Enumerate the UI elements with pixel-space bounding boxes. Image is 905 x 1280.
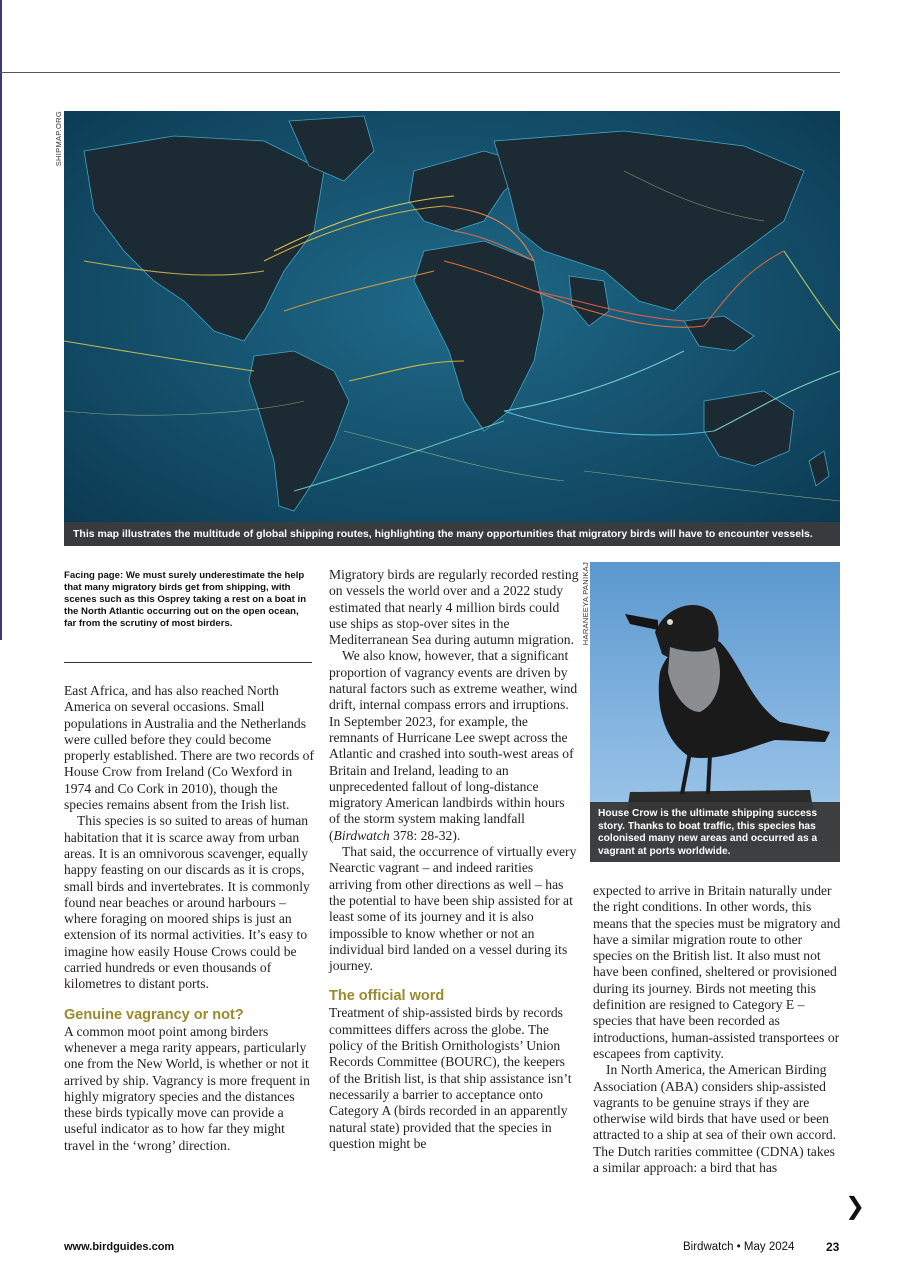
house-crow-photo bbox=[590, 562, 840, 862]
column-3 bbox=[593, 883, 843, 1176]
shipping-routes-map bbox=[64, 111, 840, 546]
photo-credit: HARANEEYA PANIKAJ bbox=[581, 562, 590, 646]
next-page-arrow-icon[interactable]: ❯ bbox=[845, 1192, 866, 1220]
col2-paragraph-4: Treatment of ship-assisted birds by records committees differs across the globe. The policy of the British Ornithologists’ Union Records Committee (BOURC), the keepers of the British list, is that ship assistance isn’t necessarily a barrier to acceptance onto Category A (birds recorded in an apparently natural state) provided that the species in question might be bbox=[329, 1005, 572, 1151]
page-number: 23 bbox=[826, 1240, 840, 1254]
footer-magazine-issue: Birdwatch • May 2024 bbox=[683, 1241, 795, 1253]
map-photo-credit: SHIPMAP.ORG bbox=[54, 111, 63, 167]
map-caption: This map illustrates the multitude of global shipping routes, highlighting the many opportunities that migratory birds will have to encounter vessels. bbox=[64, 522, 840, 546]
column-2 bbox=[329, 567, 579, 1152]
section-heading-official-word: The official word bbox=[329, 988, 445, 1005]
left-margin-rule bbox=[0, 0, 2, 640]
col1-paragraph-2: This species is so suited to areas of human habitation that it is scarce away from urban areas. It is an omnivorous scavenger, equally happy feasting on our discards as it is crops, small birds and invertebrates. It is commonly found near beaches or around harbours – where foraging on moored ships is just an extension of its normal activities. It’s easy to imagine how easily House Crows could be carried hundreds or even thousands of kilometres to distant ports. bbox=[64, 813, 310, 992]
col3-paragraph-2: In North America, the American Birding Association (ABA) considers ship-assisted vagrants to be genuine strays if they are otherwise wild birds that have used or been attracted to a ship at sea of their own accord. The Dutch rarities committee (CDNA) takes a similar approach: a bird that has bbox=[593, 1062, 837, 1176]
caption-divider bbox=[64, 662, 312, 663]
citation-birdwatch: Birdwatch bbox=[333, 827, 390, 843]
photo-caption: House Crow is the ultimate shipping success story. Thanks to boat traffic, this species has colonised many new areas and occurred as a vagrant at ports worldwide. bbox=[590, 802, 840, 862]
column-1 bbox=[64, 683, 314, 1154]
section-heading-genuine-vagrancy: Genuine vagrancy or not? bbox=[64, 1006, 244, 1023]
world-map-graphic bbox=[64, 111, 840, 546]
col2-paragraph-3: That said, the occurrence of virtually every Nearctic vagrant – and indeed rarities arriving from other directions as well – has the potential to have been ship assisted for at least some of its journey and it is also impossible to know whether or not an individual bird landed on a vessel during its journey. bbox=[329, 844, 577, 974]
facing-page-caption: Facing page: We must surely underestimate the help that many migratory birds get from shipping, with scenes such as this Osprey taking a rest on a boat in the North Atlantic occurring out on the open ocean, far from the scrutiny of most birders. bbox=[64, 570, 307, 630]
top-rule bbox=[0, 72, 840, 73]
col3-paragraph-1: expected to arrive in Britain naturally under the right conditions. In other words, this means that the species must be migratory and have a similar migration route to other species on the British list. It also must not have been confined, sheltered or provisioned during its journey. Birds not meeting this definition are resigned to Category E – species that have been recorded as introductions, human-assisted transportees or escapees from captivity. bbox=[593, 883, 841, 1061]
col1-paragraph-1: East Africa, and has also reached North America on several occasions. Small populations in Australia and the Netherlands were culled before they could become properly established. There are two records of House Crow from Ireland (Co Wexford in 1974 and Co Cork in 2010), though the species remains absent from the Irish list. bbox=[64, 683, 315, 813]
col2-paragraph-2: We also know, however, that a significant proportion of vagrancy events are driven by natural factors such as extreme weather, wind drift, internal compass errors and irruptions. In September 2023, for example, the remnants of Hurricane Lee swept across the Atlantic and crashed into south-west areas of Britain and Ireland, leading to an unprecedented fallout of long-distance migratory American landbirds within hours of the storm system making landfall (Birdwatch 378: 28-32). bbox=[329, 648, 578, 843]
col1-paragraph-3: A common moot point among birders whenever a mega rarity appears, particularly one from the New World, is whether or not it arrived by ship. Vagrancy is more frequent in highly migratory species and the distances these birds typically move can provide a useful indicator as to how far they might travel in the ‘wrong’ direction. bbox=[64, 1023, 310, 1153]
footer-website-link[interactable]: www.birdguides.com bbox=[64, 1241, 175, 1253]
col2-paragraph-1: Migratory birds are regularly recorded resting on vessels the world over and a 2022 study estimated that nearly 4 million birds could use ships as stop-over sites in the Mediterranean Sea during autumn migration. bbox=[329, 567, 579, 648]
